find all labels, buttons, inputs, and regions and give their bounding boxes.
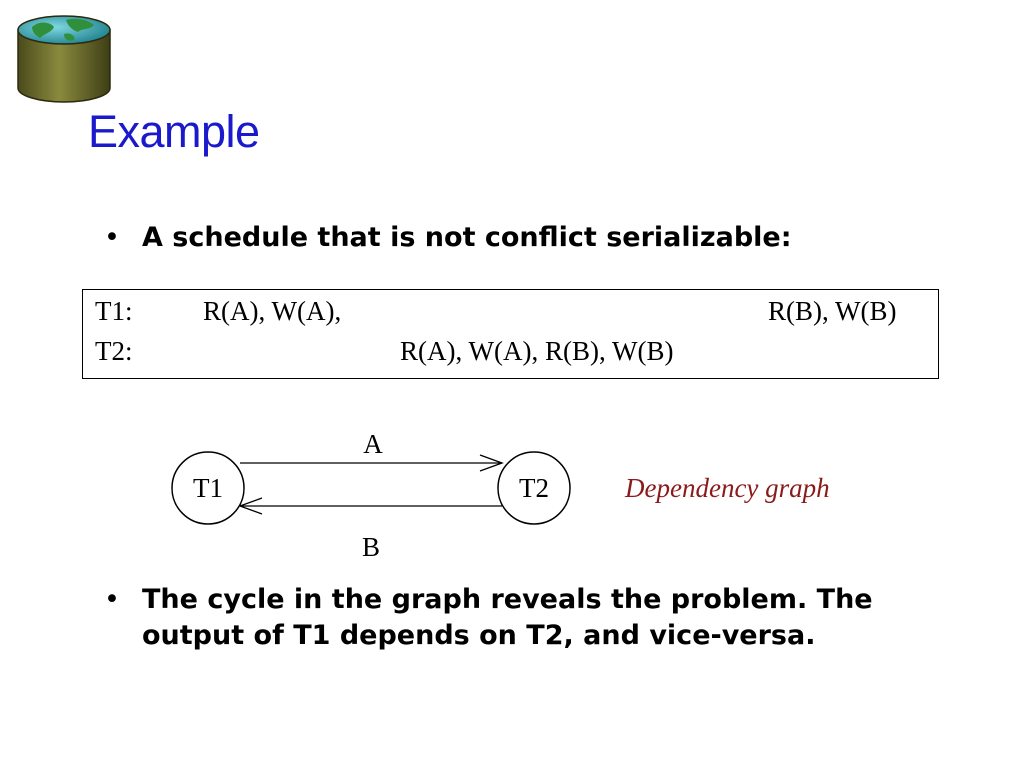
t2-label: T2: bbox=[95, 336, 133, 366]
bullet-text: A schedule that is not conflict serializable: bbox=[142, 222, 792, 253]
slide-title: Example bbox=[88, 106, 260, 157]
t1-label: T1: bbox=[95, 296, 133, 326]
graph-caption: Dependency graph bbox=[625, 473, 830, 503]
database-globe-icon bbox=[14, 12, 114, 104]
node-t1-label: T1 bbox=[193, 473, 223, 503]
t2-ops: R(A), W(A), R(B), W(B) bbox=[400, 336, 674, 366]
t1-last-ops: R(B), W(B) bbox=[768, 296, 897, 326]
bullet-dot: • bbox=[104, 222, 120, 253]
t1-first-ops: R(A), W(A), bbox=[203, 296, 342, 326]
edge-b-label: B bbox=[361, 532, 381, 562]
bullet-text: The cycle in the graph reveals the problem. The output of T1 depends on T2, and vice-versa. bbox=[142, 584, 873, 651]
edge-b-arrow bbox=[240, 498, 502, 514]
edge-a-label: A bbox=[363, 429, 383, 459]
dependency-graph bbox=[160, 420, 900, 570]
node-t2-label: T2 bbox=[519, 473, 549, 503]
bullet-dot: • bbox=[104, 584, 120, 615]
schedule-box bbox=[82, 289, 939, 379]
